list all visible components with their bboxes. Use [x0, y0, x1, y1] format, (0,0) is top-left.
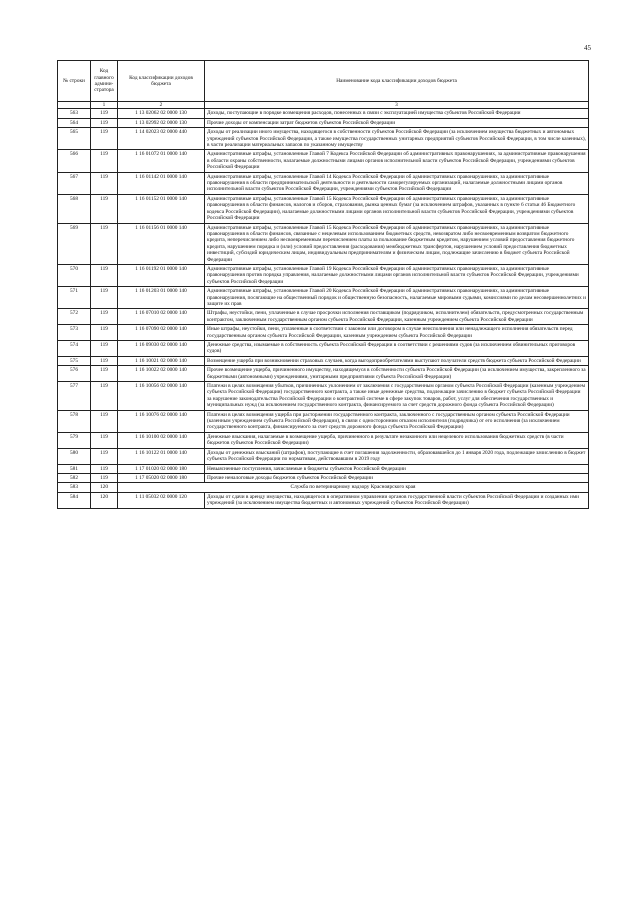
classification-code: 1 16 10100 02 0000 140	[118, 432, 205, 448]
classification-code: 1 16 01142 01 0000 140	[118, 172, 205, 194]
row-number: 563	[58, 109, 91, 118]
code-name: Иные штрафы, неустойки, пени, уплаченные в соответствии с законом или договором в случае неисполнения или ненадлежащего исполнения обязательств перед государственным органом субъекта Российской Федерации, казенным учреждением субъекта Российской Федерации	[205, 325, 589, 341]
row-number: 580	[58, 448, 91, 464]
admin-code: 120	[91, 483, 118, 492]
table-row	[58, 483, 589, 492]
admin-code: 119	[91, 366, 118, 382]
header-class-code: Код классификации доходов бюджета	[118, 61, 205, 102]
header-row	[58, 61, 589, 102]
admin-code: 119	[91, 287, 118, 309]
code-name: Административные штрафы, установленные Главой 15 Кодекса Российской Федерации об административных правонарушениях, за административные правонарушения в области финансов, налогов и сборов, страхования, рынка ценных бумаг (за исключением штрафов, указанных в пункте 6 статьи 46 Бюджетного кодекса Российской Федерации), налагаемые должностными лицами органов исполнительной власти субъектов Российской Федерации, учреждениями субъектов Российской Федерации	[205, 194, 589, 223]
code-name: Платежи в целях возмещения ущерба при расторжении государственного контракта, заключенного с государственным органом субъекта Российской Федерации (казенным учреждением субъекта Российской Федерации), в связи с односторонним отказом исполнителя (подрядчика) от его исполнения (за исключением государственного контракта, финансируемого за счет средств дорожного фонда субъекта Российской Федерации)	[205, 410, 589, 432]
admin-code: 119	[91, 194, 118, 223]
code-name: Прочее возмещение ущерба, причиненного имуществу, находящемуся в собственности субъекта Российской Федерации (за исключением имущества, закрепленного за бюджетными (автономными) учреждениями, унитарными предприятиями субъекта Российской Федерации)	[205, 366, 589, 382]
table-row	[58, 223, 589, 264]
row-number: 581	[58, 464, 91, 473]
column-number-1: 1	[91, 102, 118, 109]
admin-code: 119	[91, 309, 118, 325]
classification-code: 1 16 01072 01 0000 140	[118, 150, 205, 172]
table-row	[58, 150, 589, 172]
classification-code: 1 17 05020 02 0000 180	[118, 473, 205, 482]
admin-code: 119	[91, 464, 118, 473]
table-row	[58, 309, 589, 325]
admin-code: 119	[91, 473, 118, 482]
admin-code: 119	[91, 432, 118, 448]
row-number: 579	[58, 432, 91, 448]
column-number-3: 3	[205, 102, 589, 109]
header-row-number: № строки	[58, 61, 91, 102]
classification-code: 1 11 05032 02 0000 120	[118, 492, 205, 508]
row-number: 569	[58, 223, 91, 264]
classification-code: 1 16 10021 02 0000 140	[118, 356, 205, 365]
code-name: Административные штрафы, установленные Главой 15 Кодекса Российской Федерации об административных правонарушениях, за административные правонарушения в области финансов, связанные с нецелевым использованием бюджетных средств, невозвратом либо несвоевременным возвратом бюджетного кредита, неперечислением либо несвоевременным перечислением платы за пользование бюджетным кредитом, нарушением условий предоставления бюджетного кредита, нарушением порядка и (или) условий предоставления (расходования) межбюджетных трансфертов, нарушением условий предоставления бюджетных инвестиций, субсидий юридическим лицам, индивидуальным предпринимателям и физическим лицам, подлежащие зачислению в бюджет субъекта Российской Федерации	[205, 223, 589, 264]
classification-code: 1 16 10022 02 0000 140	[118, 366, 205, 382]
admin-code: 119	[91, 223, 118, 264]
code-name: Доходы, поступающие в порядке возмещения расходов, понесенных в связи с эксплуатацией имущества субъектов Российской Федерации	[205, 109, 589, 118]
admin-code: 119	[91, 172, 118, 194]
admin-code: 119	[91, 410, 118, 432]
classification-code: 1 13 02992 02 0000 130	[118, 118, 205, 127]
page-number: 45	[584, 44, 591, 52]
code-name: Доходы от денежных взысканий (штрафов), поступающие в счет погашения задолженности, образовавшейся до 1 января 2020 года, подлежащие зачислению в бюджет субъекта Российской Федерации по нормативам, действовавшим в 2019 году	[205, 448, 589, 464]
table-row	[58, 492, 589, 508]
code-name: Доходы от сдачи в аренду имущества, находящегося в оперативном управлении органов государственной власти субъектов Российской Федерации и созданных ими учреждений (за исключением имущества бюджетных и автономных учреждений субъектов Российской Федерации)	[205, 492, 589, 508]
table-row	[58, 382, 589, 411]
revenue-classification-table	[57, 60, 589, 509]
table-row	[58, 341, 589, 357]
admin-code: 119	[91, 356, 118, 365]
row-number: 578	[58, 410, 91, 432]
table-row	[58, 287, 589, 309]
row-number: 584	[58, 492, 91, 508]
row-number: 574	[58, 341, 91, 357]
table-row	[58, 109, 589, 118]
row-number: 577	[58, 382, 91, 411]
row-number: 570	[58, 264, 91, 286]
code-name: Доходы от реализации иного имущества, находящегося в собственности субъектов Российской Федерации (за исключением имущества бюджетных и автономных учреждений субъектов Российской Федерации, а также имущества государственных унитарных предприятий субъектов Российской Федерации, в том числе казенных), в части реализации материальных запасов по указанному имуществу	[205, 128, 589, 150]
table-row	[58, 366, 589, 382]
header-admin-code: Код главного админи-стратора	[91, 61, 118, 102]
row-number: 573	[58, 325, 91, 341]
table-row	[58, 172, 589, 194]
table-row	[58, 118, 589, 127]
table-row	[58, 325, 589, 341]
code-name: Возмещение ущерба при возникновении страховых случаев, когда выгодоприобретателями выступают получатели средств бюджета субъекта Российской Федерации	[205, 356, 589, 365]
admin-code: 120	[91, 492, 118, 508]
code-name: Административные штрафы, установленные Главой 20 Кодекса Российской Федерации об административных правонарушениях, за административные правонарушения, посягающие на общественный порядок и общественную безопасность, налагаемые мировыми судьями, комиссиями по делам несовершеннолетних и защите их прав	[205, 287, 589, 309]
table-row	[58, 432, 589, 448]
row-number: 583	[58, 483, 91, 492]
column-number-2: 2	[118, 102, 205, 109]
table-body	[58, 109, 589, 508]
table-row	[58, 464, 589, 473]
header-name: Наименование кода классификации доходов бюджета	[205, 61, 589, 102]
table-row	[58, 128, 589, 150]
admin-code: 119	[91, 341, 118, 357]
row-number: 576	[58, 366, 91, 382]
table-row	[58, 448, 589, 464]
code-name: Административные штрафы, установленные Главой 19 Кодекса Российской Федерации об административных правонарушениях, за административные правонарушения против порядка управления, налагаемые должностными лицами органов исполнительной власти субъектов Российской Федерации, учреждениями субъектов Российской Федерации	[205, 264, 589, 286]
row-number: 572	[58, 309, 91, 325]
code-name: Административные штрафы, установленные Главой 7 Кодекса Российской Федерации об административных правонарушениях, за административные правонарушения в области охраны собственности, налагаемые должностными лицами органов исполнительной власти субъектов Российской Федерации, учреждениями субъектов Российской Федерации	[205, 150, 589, 172]
row-number: 571	[58, 287, 91, 309]
code-name: Денежные взыскания, налагаемые в возмещение ущерба, причиненного в результате незаконного или нецелевого использования бюджетных средств (в части бюджетов субъектов Российской Федерации)	[205, 432, 589, 448]
classification-code: 1 14 02023 02 0000 440	[118, 128, 205, 150]
row-number: 582	[58, 473, 91, 482]
admin-code: 119	[91, 448, 118, 464]
row-number: 568	[58, 194, 91, 223]
table-row	[58, 264, 589, 286]
classification-code: 1 16 01156 01 0000 140	[118, 223, 205, 264]
row-number: 565	[58, 128, 91, 150]
code-name: Платежи в целях возмещения убытков, причиненных уклонением от заключения с государственным органом субъекта Российской Федерации (казенным учреждением субъекта Российской Федерации) государственного контракта, а также иные денежные средства, подлежащие зачислению в бюджет субъекта Российской Федерации за нарушение законодательства Российской Федерации о контрактной системе в сфере закупок товаров, работ, услуг для обеспечения государственных и муниципальных нужд (за исключением государственного контракта, финансируемого за счет средств дорожного фонда субъекта Российской Федерации)	[205, 382, 589, 411]
classification-code: 1 16 10056 02 0000 140	[118, 382, 205, 411]
classification-code: 1 16 10076 02 0000 140	[118, 410, 205, 432]
column-number-row	[58, 102, 589, 109]
table-row	[58, 410, 589, 432]
classification-code: 1 13 02062 02 0000 130	[118, 109, 205, 118]
admin-code: 119	[91, 264, 118, 286]
row-number: 566	[58, 150, 91, 172]
classification-code: 1 16 01152 01 0000 140	[118, 194, 205, 223]
code-name: Невыясненные поступления, зачисляемые в бюджеты субъектов Российской Федерации	[205, 464, 589, 473]
table-row	[58, 356, 589, 365]
admin-code: 119	[91, 128, 118, 150]
row-number: 567	[58, 172, 91, 194]
code-name: Денежные средства, изымаемые в собственность субъекта Российской Федерации в соответствии с решениями судов (за исключением обвинительных приговоров судов)	[205, 341, 589, 357]
section-title: Служба по ветеринарному надзору Красноярского края	[118, 483, 589, 492]
code-name: Прочие неналоговые доходы бюджетов субъектов Российской Федерации	[205, 473, 589, 482]
classification-code: 1 16 01192 01 0000 140	[118, 264, 205, 286]
admin-code: 119	[91, 325, 118, 341]
code-name: Административные штрафы, установленные Главой 14 Кодекса Российской Федерации об административных правонарушениях, за административные правонарушения в области предпринимательской деятельности и деятельности саморегулируемых организаций, налагаемые должностными лицами органов исполнительной власти субъектов Российской Федерации, учреждениями субъектов Российской Федерации	[205, 172, 589, 194]
row-number: 575	[58, 356, 91, 365]
classification-code: 1 16 01203 01 0000 140	[118, 287, 205, 309]
classification-code: 1 16 07010 02 0000 140	[118, 309, 205, 325]
classification-code: 1 17 01020 02 0000 180	[118, 464, 205, 473]
table-row	[58, 473, 589, 482]
admin-code: 119	[91, 382, 118, 411]
admin-code: 119	[91, 118, 118, 127]
code-name: Прочие доходы от компенсации затрат бюджетов субъектов Российской Федерации	[205, 118, 589, 127]
row-number: 564	[58, 118, 91, 127]
classification-code: 1 16 10122 01 0000 140	[118, 448, 205, 464]
code-name: Штрафы, неустойки, пени, уплаченные в случае просрочки исполнения поставщиком (подрядчиком, исполнителем) обязательств, предусмотренных государственным контрактом, заключенным государственным органом субъекта Российской Федерации, казенным учреждением субъекта Российской Федерации	[205, 309, 589, 325]
classification-code: 1 16 09030 02 0000 140	[118, 341, 205, 357]
admin-code: 119	[91, 150, 118, 172]
admin-code: 119	[91, 109, 118, 118]
classification-code: 1 16 07090 02 0000 140	[118, 325, 205, 341]
table-row	[58, 194, 589, 223]
